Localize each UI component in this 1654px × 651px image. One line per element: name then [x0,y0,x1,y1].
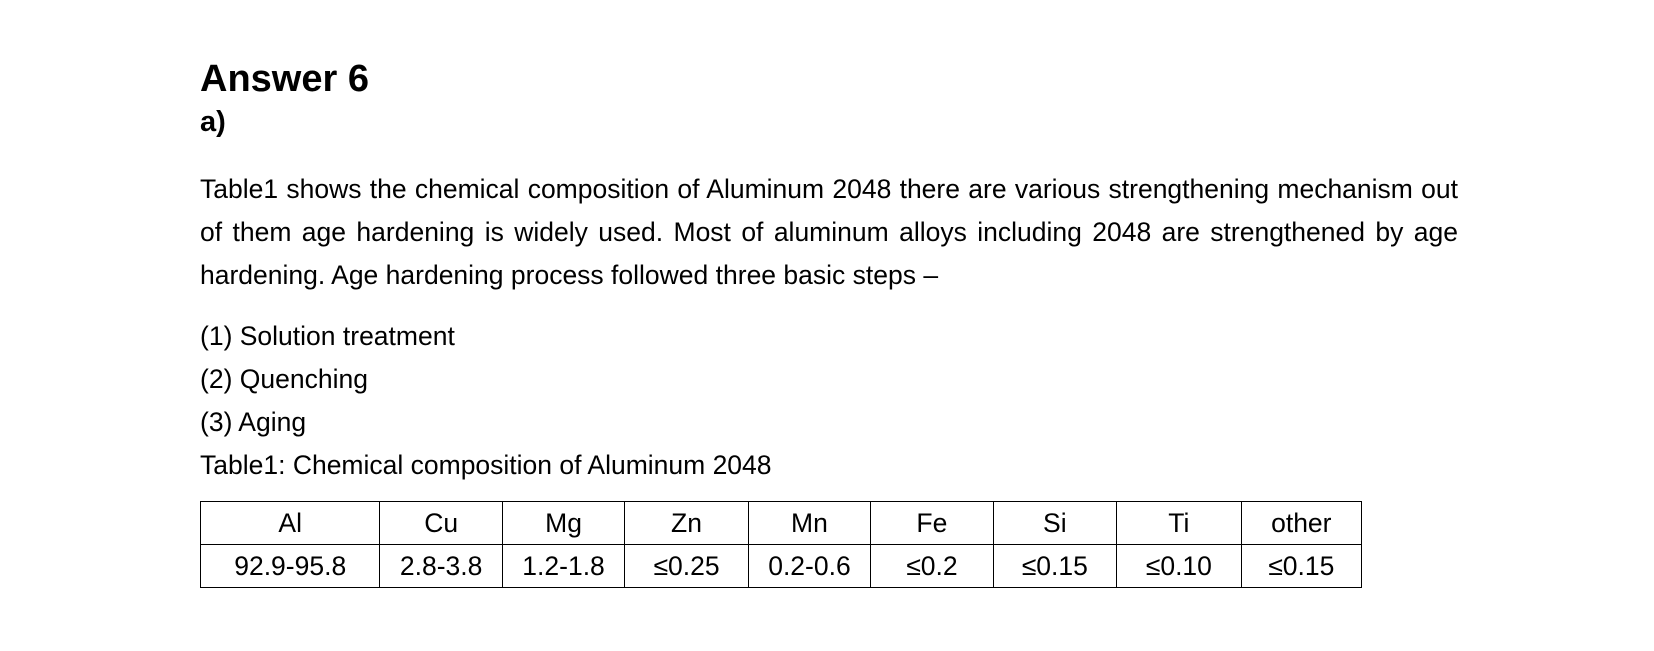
table-caption: Table1: Chemical composition of Aluminum 2048 [200,450,772,480]
section-label: a) [200,106,226,138]
value-cell-fe: ≤0.2 [871,545,993,588]
page-title: Answer 6 [200,58,369,100]
value-cell-si: ≤0.15 [993,545,1116,588]
composition-table [200,501,1362,588]
header-cell-fe: Fe [871,502,993,545]
steps-list [200,315,1458,444]
table-header-row [201,502,1362,545]
table-row [201,545,1362,588]
value-cell-al: 92.9-95.8 [201,545,380,588]
step-item: (3) Aging [200,407,307,437]
step-item: (2) Quenching [200,364,368,394]
value-cell-mn: 0.2-0.6 [748,545,870,588]
value-cell-mg: 1.2-1.8 [502,545,624,588]
step-item: (1) Solution treatment [200,321,455,351]
header-cell-ti: Ti [1117,502,1242,545]
value-cell-cu: 2.8-3.8 [380,545,502,588]
value-cell-ti: ≤0.10 [1117,545,1242,588]
header-cell-other: other [1241,502,1361,545]
header-cell-mn: Mn [748,502,870,545]
document-page [200,56,1458,588]
header-cell-cu: Cu [380,502,502,545]
value-cell-other: ≤0.15 [1241,545,1361,588]
header-cell-mg: Mg [502,502,624,545]
value-cell-zn: ≤0.25 [625,545,748,588]
header-cell-zn: Zn [625,502,748,545]
body-paragraph: Table1 shows the chemical composition of Aluminum 2048 there are various strengthening mechanism out of them age hardening is widely used. Most of aluminum alloys including 2048 are strengthened by age hardening. Age hardening process followed three basic steps – [200,174,1458,290]
header-cell-al: Al [201,502,380,545]
header-cell-si: Si [993,502,1116,545]
